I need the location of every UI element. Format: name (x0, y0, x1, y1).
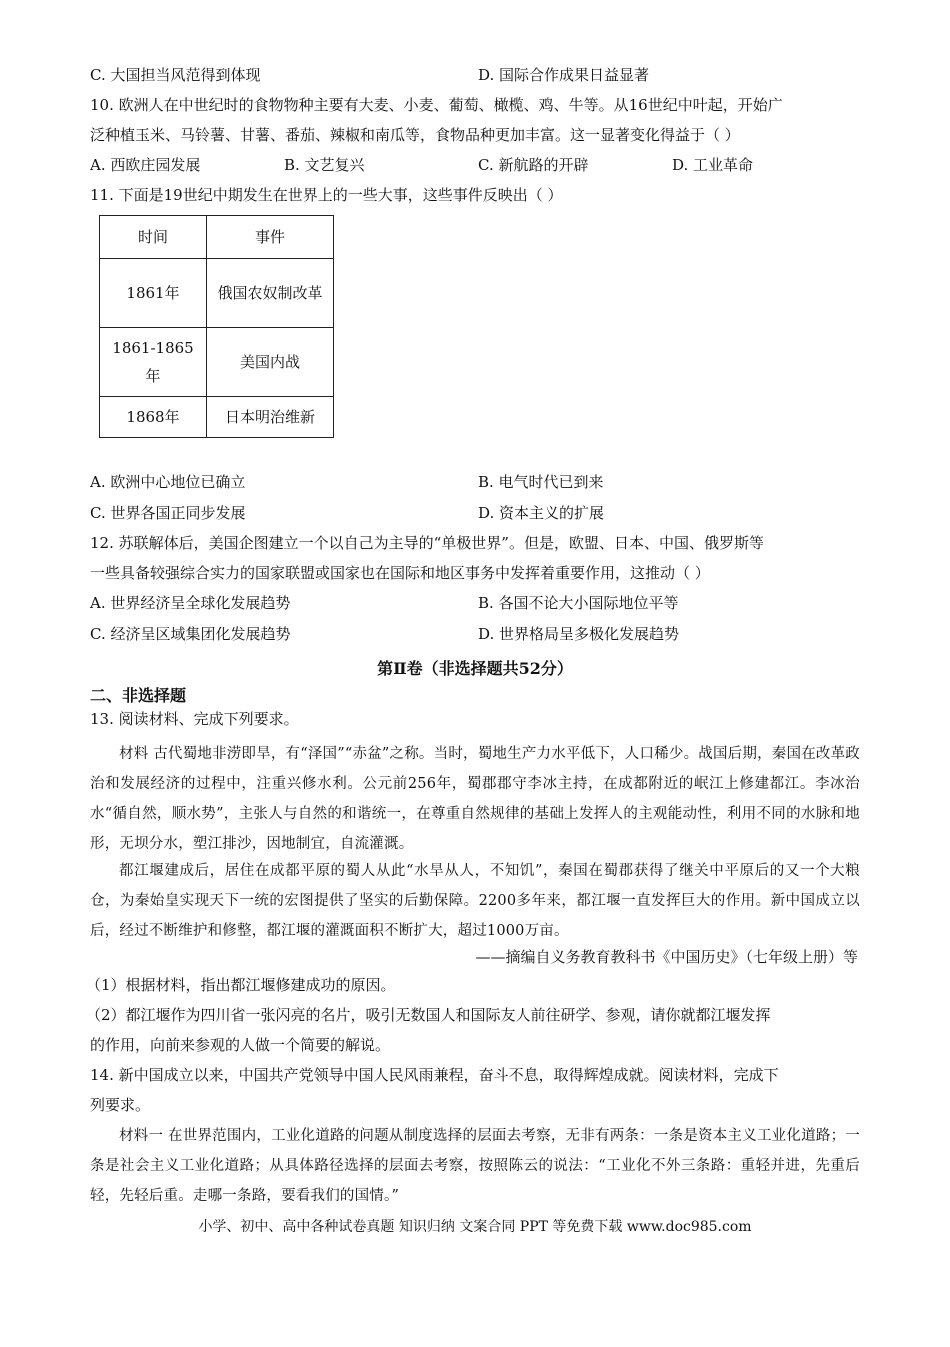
q11-option-a: A. 欧洲中心地位已确立 (90, 473, 246, 491)
q13-stem: 13. 阅读材料、完成下列要求。 (90, 710, 299, 728)
q9-option-c: C. 大国担当风范得到体现 (90, 66, 261, 84)
part2-title: 第Ⅱ卷（非选择题共52分） (377, 659, 573, 678)
q14-stem-line2: 列要求。 (90, 1096, 151, 1114)
q13-sub1: （1）根据材料，指出都江堰修建成功的原因。 (86, 976, 396, 994)
table-header-event: 事件 (207, 216, 334, 259)
events-table (99, 215, 334, 438)
table-cell-event: 俄国农奴制改革 (207, 259, 334, 328)
page-footer: 小学、初中、高中各种试卷真题 知识归纳 文案合同 PPT 等免费下载 www.doc985.com (198, 1219, 752, 1235)
table-header-row (100, 216, 334, 259)
table-cell-time: 1868年 (100, 397, 207, 438)
q10-stem-line2: 泛种植玉米、马铃薯、甘薯、番茄、辣椒和南瓜等，食物品种更加丰富。这一显著变化得益于（ ） (90, 126, 740, 144)
table-cell-time: 1861-1865年 (100, 328, 207, 397)
q9-option-d: D. 国际合作成果日益显著 (478, 66, 650, 84)
q12-stem-line1: 12. 苏联解体后，美国企图建立一个以自己为主导的“单极世界”。但是，欧盟、日本、中国、俄罗斯等 (90, 534, 764, 552)
q10-option-a: A. 西欧庄园发展 (90, 156, 201, 174)
table-row (100, 397, 334, 438)
q14-material1: 材料一 在世界范围内，工业化道路的问题从制度选择的层面去考察，无非有两条：一条是资本主义工业化道路；一条是社会主义工业化道路；从具体路径选择的层面去考察，按照陈云的说法：“工业化不外三条路：重轻并进，先重后轻，先轻后重。走哪一条路，要看我们的国情。” (90, 1128, 860, 1204)
q10-option-c: C. 新航路的开辟 (478, 156, 589, 174)
q12-stem-line2: 一些具备较强综合实力的国家联盟或国家也在国际和地区事务中发挥着重要作用，这推动（ ） (90, 564, 710, 582)
q13-source: ——摘编自义务教育教科书《中国历史》（七年级上册）等 (475, 948, 858, 966)
table-header-time: 时间 (100, 216, 207, 259)
q13-material-p1: 材料 古代蜀地非涝即旱，有“泽国”“赤盆”之称。当时，蜀地生产力水平低下，人口稀少。战国后期，秦国在改革政治和发展经济的过程中，注重兴修水利。公元前256年，蜀郡郡守李冰主持，在成都附近的岷江上修建都江。李冰治水“循自然，顺水势”，主张人与自然的和谐统一，在尊重自然规律的基础上发挥人的主观能动性，利用不同的水脉和地形，无坝分水，塑江排沙，因地制宜，自流灌溉。 (90, 746, 860, 852)
table-row (100, 259, 334, 328)
table-cell-event: 美国内战 (207, 328, 334, 397)
q14-stem-line1: 14. 新中国成立以来，中国共产党领导中国人民风雨兼程，奋斗不息，取得辉煌成就。阅读材料，完成下 (90, 1066, 779, 1084)
q12-option-b: B. 各国不论大小国际地位平等 (478, 594, 679, 612)
q11-option-c: C. 世界各国正同步发展 (90, 504, 246, 522)
q11-option-b: B. 电气时代已到来 (478, 473, 604, 491)
q13-sub2-line2: 的作用，向前来参观的人做一个简要的解说。 (90, 1036, 391, 1054)
q10-option-b: B. 文艺复兴 (284, 156, 365, 174)
q12-option-d: D. 世界格局呈多极化发展趋势 (478, 625, 680, 643)
q10-stem-line1: 10. 欧洲人在中世纪时的食物物种主要有大麦、小麦、葡萄、橄榄、鸡、牛等。从16世纪中叶起，开始广 (90, 96, 783, 114)
table-row (100, 328, 334, 397)
q13-sub2-line1: （2）都江堰作为四川省一张闪亮的名片，吸引无数国人和国际友人前往研学、参观，请你就都江堰发挥 (86, 1006, 771, 1024)
q13-material-p2: 都江堰建成后，居住在成都平原的蜀人从此“水旱从人，不知饥”，秦国在蜀郡获得了继关中平原后的又一个大粮仓，为秦始皇实现天下一统的宏图提供了坚实的后勤保障。2200多年来，都江堰一直发挥巨大的作用。新中国成立以后，经过不断维护和修整，都江堰的灌溉面积不断扩大，超过1000万亩。 (90, 863, 860, 939)
q11-stem: 11. 下面是19世纪中期发生在世界上的一些大事，这些事件反映出（ ） (90, 186, 563, 204)
q12-option-c: C. 经济呈区域集团化发展趋势 (90, 625, 291, 643)
section2-heading: 二、非选择题 (90, 686, 187, 705)
table-cell-time: 1861年 (100, 259, 207, 328)
table-cell-event: 日本明治维新 (207, 397, 334, 438)
q11-option-d: D. 资本主义的扩展 (478, 504, 605, 522)
q12-option-a: A. 世界经济呈全球化发展趋势 (90, 594, 291, 612)
q10-option-d: D. 工业革命 (672, 156, 754, 174)
